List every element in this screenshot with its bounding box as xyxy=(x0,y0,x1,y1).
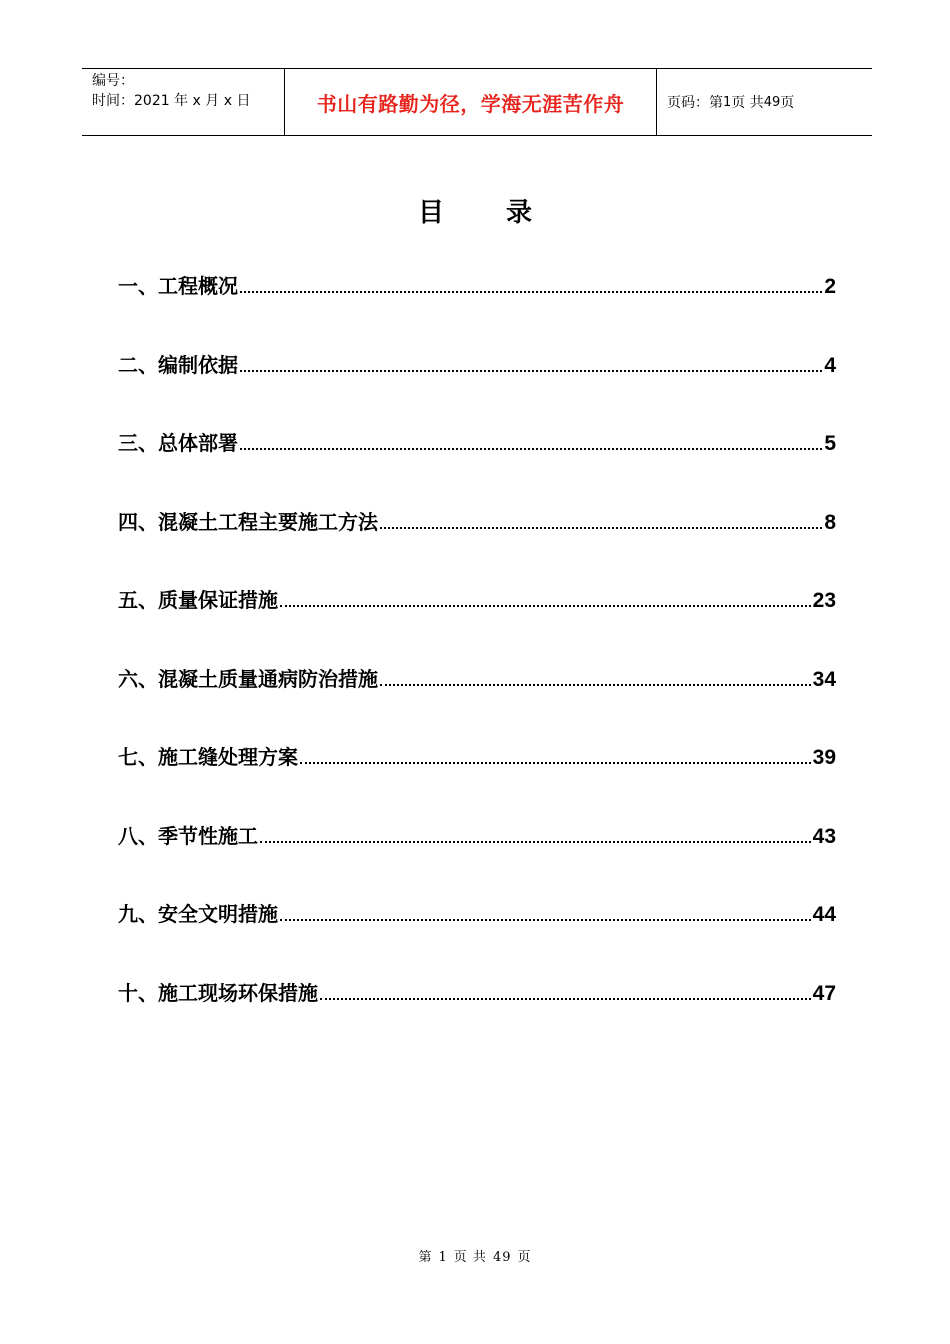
toc-item-page: 8 xyxy=(824,510,836,534)
toc-item-label: 九、安全文明措施 xyxy=(118,902,278,926)
toc-item[interactable] xyxy=(118,741,836,820)
toc-item-label: 八、季节性施工 xyxy=(118,823,258,848)
toc-item-label: 一、工程概况 xyxy=(118,274,238,298)
time-label: 时间：2021 年 x 月 x 日 xyxy=(92,93,251,109)
toc-item[interactable] xyxy=(118,427,836,506)
toc-item-page: 44 xyxy=(812,903,836,926)
toc-item-page: 4 xyxy=(824,353,836,377)
header-meta xyxy=(82,69,284,135)
title-char-1: 目 xyxy=(417,198,444,228)
page-title xyxy=(0,192,950,229)
toc-leader-dots xyxy=(260,841,811,843)
toc-item-page: 43 xyxy=(812,824,836,848)
header-page-info xyxy=(657,69,872,135)
footer-suffix: 页 xyxy=(517,1250,532,1265)
toc-item[interactable] xyxy=(118,898,836,977)
page-mid: 页 共 xyxy=(731,95,764,111)
toc-item[interactable] xyxy=(118,977,836,1056)
toc-item-page: 23 xyxy=(812,589,836,612)
toc-leader-dots xyxy=(240,370,822,372)
footer-current: 1 xyxy=(438,1250,448,1265)
page-footer xyxy=(0,1246,950,1265)
footer-mid: 页 共 xyxy=(453,1250,487,1265)
page-total: 49 xyxy=(763,94,781,110)
toc-leader-dots xyxy=(380,684,811,686)
toc-leader-dots xyxy=(280,605,811,607)
toc-item-label: 四、混凝土工程主要施工方法 xyxy=(118,509,378,534)
toc-item-page: 2 xyxy=(824,275,836,298)
toc-item[interactable] xyxy=(118,506,836,585)
toc-leader-dots xyxy=(380,527,822,529)
number-label: 编号： xyxy=(92,73,134,89)
footer-total: 49 xyxy=(492,1250,512,1265)
header-motto: 书山有路勤为径，学海无涯苦作舟 xyxy=(284,69,657,135)
table-of-contents xyxy=(118,270,836,1055)
toc-item-label: 三、总体部署 xyxy=(118,431,238,455)
toc-leader-dots xyxy=(280,919,811,921)
toc-item[interactable] xyxy=(118,270,836,349)
toc-leader-dots xyxy=(240,291,822,293)
toc-item-label: 六、混凝土质量通病防治措施 xyxy=(118,666,378,691)
toc-item[interactable] xyxy=(118,349,836,428)
title-char-2: 录 xyxy=(506,198,533,228)
toc-item-label: 二、编制依据 xyxy=(118,352,238,377)
toc-item[interactable] xyxy=(118,820,836,899)
page-current: 1 xyxy=(723,94,732,110)
footer-prefix: 第 xyxy=(418,1250,433,1265)
page-header xyxy=(82,68,872,136)
toc-item[interactable] xyxy=(118,663,836,742)
toc-item-page: 47 xyxy=(812,981,836,1005)
toc-leader-dots xyxy=(240,448,822,450)
toc-item[interactable] xyxy=(118,584,836,663)
toc-leader-dots xyxy=(300,762,811,764)
page-suffix: 页 xyxy=(780,95,795,111)
toc-item-page: 39 xyxy=(812,746,836,769)
toc-item-page: 34 xyxy=(812,667,836,691)
toc-item-label: 十、施工现场环保措施 xyxy=(118,980,318,1005)
toc-item-label: 七、施工缝处理方案 xyxy=(118,745,298,769)
toc-leader-dots xyxy=(320,998,811,1000)
page-prefix: 页码：第 xyxy=(667,95,723,111)
toc-item-page: 5 xyxy=(824,432,836,455)
toc-item-label: 五、质量保证措施 xyxy=(118,588,278,612)
